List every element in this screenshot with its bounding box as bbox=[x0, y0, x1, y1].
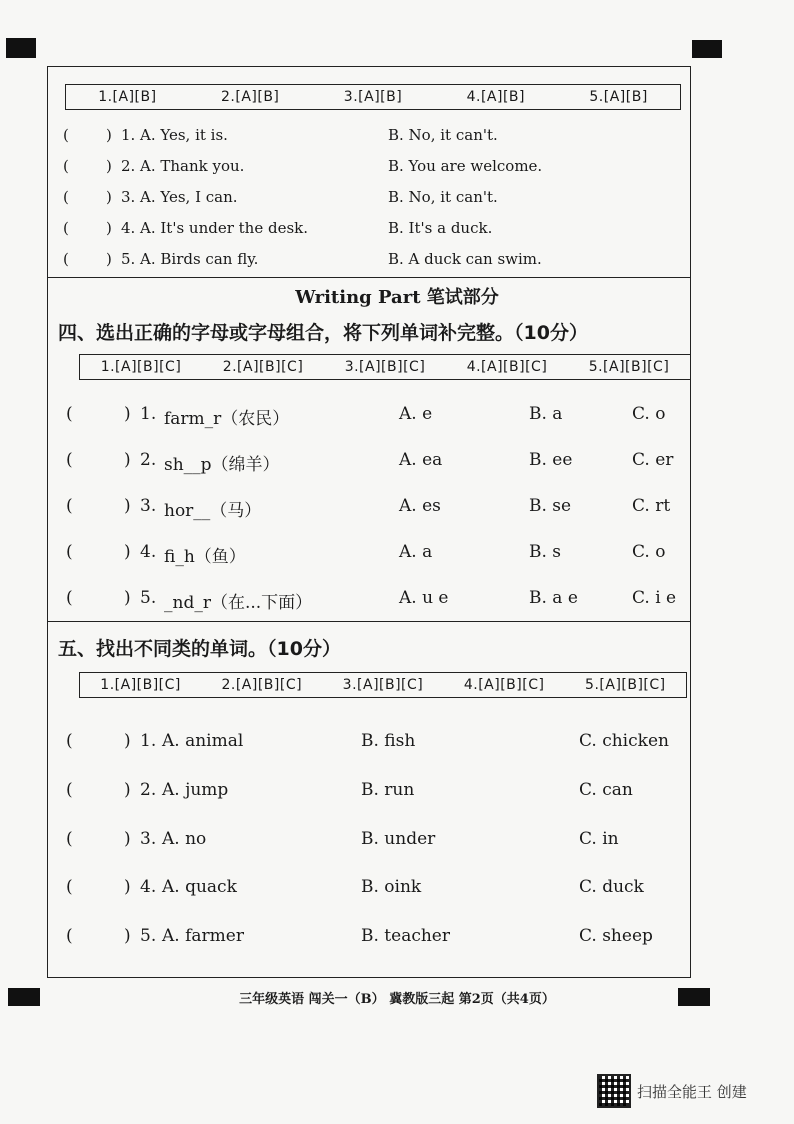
question-number: 5. bbox=[121, 250, 136, 268]
option-c: C. in bbox=[579, 829, 619, 849]
section4-heading: 四、选出正确的字母或字母组合，将下列单词补完整。（10分） bbox=[58, 322, 588, 344]
option-c: C. can bbox=[579, 780, 633, 800]
answer-paren-open[interactable]: ( bbox=[63, 188, 69, 206]
option-b: B. No, it can't. bbox=[388, 188, 498, 206]
option-b: B. It's a duck. bbox=[388, 219, 493, 237]
option-b: B. run bbox=[361, 780, 415, 800]
answer-paren-open[interactable]: ( bbox=[66, 877, 73, 897]
answer-box-item: 1.[A][B][C] bbox=[100, 359, 182, 375]
answer-paren-open[interactable]: ( bbox=[66, 588, 73, 608]
answer-box-item: 5.[A][B][C] bbox=[585, 677, 666, 693]
answer-box-item: 1.[A][B] bbox=[98, 89, 157, 105]
option-a: A. es bbox=[399, 496, 441, 516]
answer-paren-close: ) bbox=[106, 250, 112, 268]
option-a: A. Thank you. bbox=[140, 157, 245, 175]
section5-heading: 五、找出不同类的单词。（10分） bbox=[58, 638, 341, 660]
answer-paren-close: ) bbox=[124, 877, 131, 897]
answer-paren-open[interactable]: ( bbox=[66, 926, 73, 946]
scanner-watermark bbox=[597, 1074, 747, 1108]
answer-paren-close: ) bbox=[124, 450, 131, 470]
option-c: C. o bbox=[632, 404, 666, 424]
option-a: A. e bbox=[399, 404, 433, 424]
question-number: 1. bbox=[140, 404, 157, 424]
option-c: C. o bbox=[632, 542, 666, 562]
option-a: A. ea bbox=[399, 450, 443, 470]
option-b: B. A duck can swim. bbox=[388, 250, 542, 268]
option-c: C. chicken bbox=[579, 731, 669, 751]
option-b: B. s bbox=[529, 542, 562, 562]
answer-box-item: 3.[A][B][C] bbox=[342, 677, 424, 693]
answer-paren-close: ) bbox=[106, 219, 112, 237]
option-b: B. oink bbox=[361, 877, 422, 897]
option-b: B. under bbox=[361, 829, 436, 849]
option-b: B. a bbox=[529, 404, 563, 424]
answer-paren-open[interactable]: ( bbox=[63, 219, 69, 237]
option-a: A. no bbox=[162, 829, 207, 849]
option-c: C. er bbox=[632, 450, 674, 470]
question-number: 4. bbox=[140, 877, 157, 897]
answer-paren-open[interactable]: ( bbox=[66, 496, 73, 516]
answer-paren-close: ) bbox=[106, 126, 112, 144]
question-number: 2. bbox=[140, 780, 157, 800]
question-number: 3. bbox=[121, 188, 136, 206]
answer-paren-close: ) bbox=[124, 731, 131, 751]
question-number: 5. bbox=[140, 926, 157, 946]
option-a: A. Yes, I can. bbox=[140, 188, 238, 206]
question-number: 2. bbox=[140, 450, 157, 470]
answer-paren-close: ) bbox=[124, 926, 131, 946]
word-prompt: _nd_r（在...下面） bbox=[164, 593, 313, 613]
question-number: 5. bbox=[140, 588, 157, 608]
question-number: 1. bbox=[140, 731, 157, 751]
option-a: A. animal bbox=[162, 731, 244, 751]
answer-paren-close: ) bbox=[124, 496, 131, 516]
answer-paren-close: ) bbox=[124, 780, 131, 800]
answer-paren-close: ) bbox=[106, 157, 112, 175]
word-prompt: fi_h（鱼） bbox=[164, 547, 246, 567]
answer-box-item: 3.[A][B][C] bbox=[344, 359, 426, 375]
answer-box-item: 5.[A][B] bbox=[589, 89, 648, 105]
answer-paren-close: ) bbox=[124, 542, 131, 562]
option-a: A. a bbox=[399, 542, 433, 562]
answer-paren-open[interactable]: ( bbox=[66, 450, 73, 470]
answer-box-item: 1.[A][B][C] bbox=[100, 677, 181, 693]
word-prompt: sh__p（绵羊） bbox=[164, 455, 280, 475]
qr-code-icon bbox=[597, 1074, 631, 1108]
answer-box-item: 3.[A][B] bbox=[343, 89, 403, 105]
answer-box-item: 2.[A][B][C] bbox=[221, 677, 303, 693]
page-footer: 三年级英语 闯关一（B） 冀教版三起 第2页（共4页） bbox=[239, 992, 555, 1007]
question-number: 2. bbox=[121, 157, 136, 175]
answer-paren-close: ) bbox=[106, 188, 112, 206]
answer-box-item: 2.[A][B] bbox=[221, 89, 280, 105]
answer-paren-open[interactable]: ( bbox=[66, 829, 73, 849]
divider-writing bbox=[47, 277, 691, 278]
watermark-text: 扫描全能王 创建 bbox=[637, 1082, 747, 1101]
answer-paren-open[interactable]: ( bbox=[66, 731, 73, 751]
writing-part-title: Writing Part 笔试部分 bbox=[295, 287, 499, 308]
option-a: A. Yes, it is. bbox=[140, 126, 228, 144]
answer-paren-open[interactable]: ( bbox=[66, 542, 73, 562]
registration-mark-top-left bbox=[6, 38, 36, 58]
answer-paren-open[interactable]: ( bbox=[66, 780, 73, 800]
option-a: A. quack bbox=[162, 877, 237, 897]
option-b: B. fish bbox=[361, 731, 416, 751]
question-number: 4. bbox=[121, 219, 136, 237]
answer-box-item: 4.[A][B][C] bbox=[466, 359, 548, 375]
answer-box-section5[interactable] bbox=[79, 672, 687, 698]
answer-paren-close: ) bbox=[124, 588, 131, 608]
registration-mark-top-right bbox=[692, 40, 722, 58]
option-a: A. Birds can fly. bbox=[140, 250, 259, 268]
option-b: B. teacher bbox=[361, 926, 450, 946]
answer-paren-close: ) bbox=[124, 404, 131, 424]
option-b: B. se bbox=[529, 496, 572, 516]
answer-box-item: 4.[A][B][C] bbox=[463, 677, 545, 693]
option-b: B. No, it can't. bbox=[388, 126, 498, 144]
option-b: B. You are welcome. bbox=[388, 157, 543, 175]
answer-box-item: 5.[A][B][C] bbox=[588, 359, 670, 375]
question-number: 3. bbox=[140, 496, 157, 516]
answer-paren-open[interactable]: ( bbox=[63, 157, 69, 175]
answer-box-part1[interactable] bbox=[65, 84, 681, 110]
option-a: A. farmer bbox=[162, 926, 244, 946]
answer-box-item: 2.[A][B][C] bbox=[222, 359, 304, 375]
option-a: A. jump bbox=[162, 780, 229, 800]
answer-paren-close: ) bbox=[124, 829, 131, 849]
answer-paren-open[interactable]: ( bbox=[63, 250, 69, 268]
answer-paren-open[interactable]: ( bbox=[66, 404, 73, 424]
question-number: 1. bbox=[121, 126, 136, 144]
option-a: A. It's under the desk. bbox=[140, 219, 309, 237]
answer-box-section4[interactable] bbox=[79, 354, 691, 380]
option-a: A. u e bbox=[399, 588, 449, 608]
word-prompt: farm_r（农民） bbox=[164, 409, 290, 429]
question-number: 3. bbox=[140, 829, 157, 849]
option-b: B. a e bbox=[529, 588, 578, 608]
word-prompt: hor__（马） bbox=[164, 501, 262, 521]
divider-section5 bbox=[47, 621, 691, 622]
option-b: B. ee bbox=[529, 450, 573, 470]
option-c: C. duck bbox=[579, 877, 644, 897]
option-c: C. i e bbox=[632, 588, 677, 608]
answer-paren-open[interactable]: ( bbox=[63, 126, 69, 144]
answer-box-item: 4.[A][B] bbox=[466, 89, 525, 105]
question-number: 4. bbox=[140, 542, 157, 562]
option-c: C. rt bbox=[632, 496, 671, 516]
option-c: C. sheep bbox=[579, 926, 653, 946]
